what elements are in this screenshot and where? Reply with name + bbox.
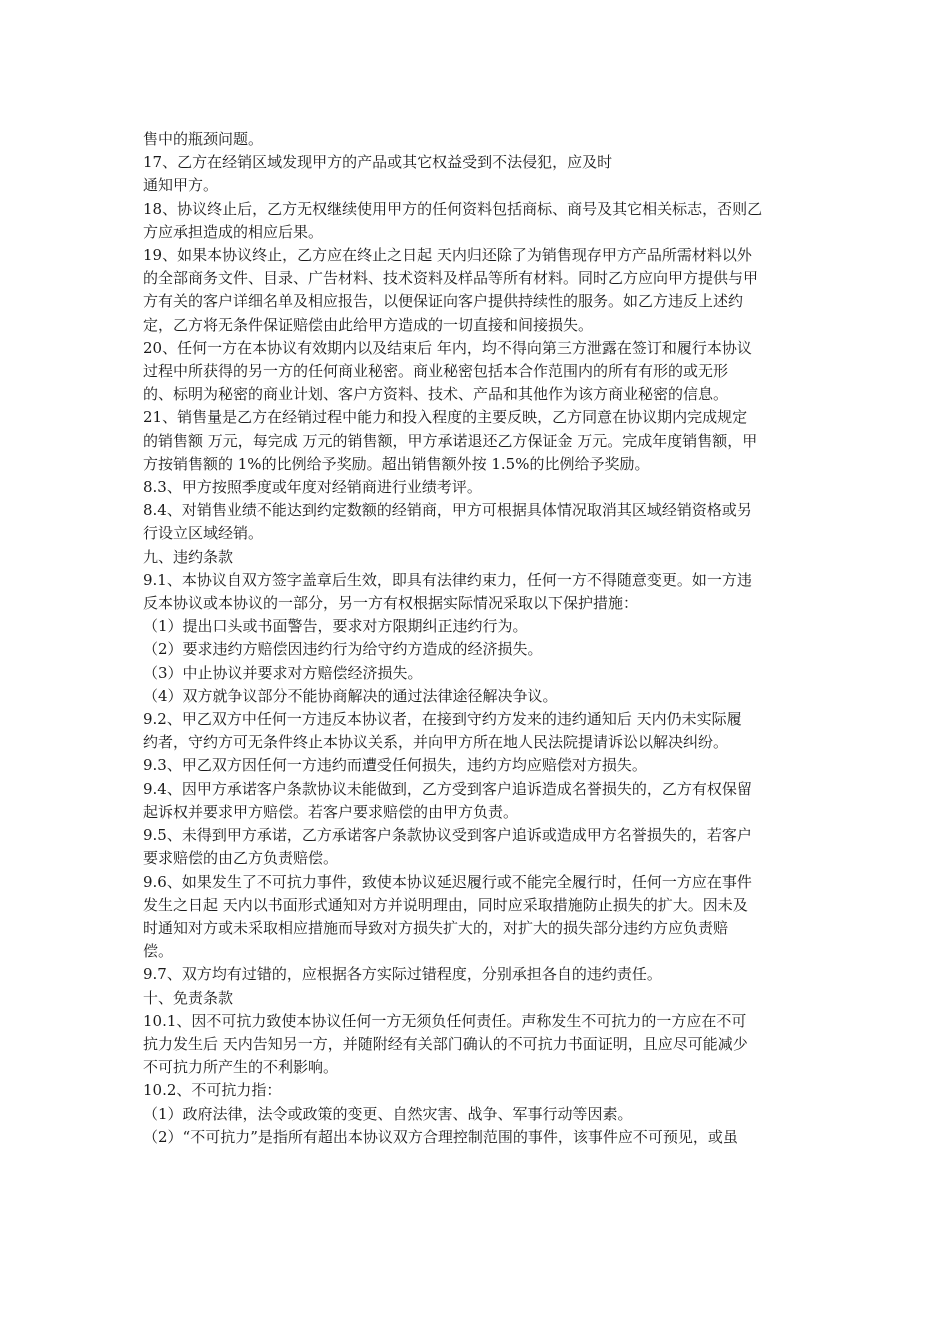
- section-heading-10: [143, 987, 809, 1010]
- list-item: （1）提出口头或书面警告，要求对方限期纠正违约行为。: [143, 617, 528, 636]
- text-line: 的全部商务文件、目录、广告材料、技术资料及样品等所有材料。同时乙方应向甲方提供与甲: [143, 269, 759, 288]
- paragraph-9-4: [143, 778, 809, 824]
- section-heading-9: [143, 546, 809, 569]
- text-line: 21、销售量是乙方在经销过程中能力和投入程度的主要反映，乙方同意在协议期内完成规定: [143, 408, 748, 427]
- paragraph-9-3: [143, 754, 809, 777]
- text-line: 18、协议终止后，乙方无权继续使用甲方的任何资料包括商标、商号及其它相关标志，否则乙: [143, 199, 763, 218]
- text-line: 要求赔偿的由乙方负责赔偿。: [143, 849, 339, 868]
- text-line: 反本协议或本协议的一部分，另一方有权根据实际情况采取以下保护措施：: [143, 594, 639, 613]
- text-line: 10.2、不可抗力指：: [143, 1081, 282, 1100]
- text-line: 方有关的客户详细名单及相应报告，以便保证向客户提供持续性的服务。如乙方违反上述约: [143, 292, 744, 311]
- text-line: 20、任何一方在本协议有效期内以及结束后 年内，均不得向第三方泄露在签订和履行本协议: [143, 338, 752, 357]
- paragraph-intro-tail: [143, 128, 809, 151]
- text-line: 9.4、因甲方承诺客户条款协议未能做到，乙方受到客户追诉造成名誉损失的，乙方有权保留: [143, 779, 752, 798]
- section-heading: 九、违约条款: [143, 547, 234, 566]
- paragraph-8-4: [143, 499, 809, 545]
- text-line: 9.7、双方均有过错的，应根据各方实际过错程度，分别承担各自的违约责任。: [143, 965, 662, 984]
- text-line: 9.1、本协议自双方签字盖章后生效，即具有法律约束力，任何一方不得随意变更。如一方违: [143, 570, 752, 589]
- text-line: 9.3、甲乙双方因任何一方违约而遭受任何损失，违约方均应赔偿对方损失。: [143, 756, 647, 775]
- paragraph-9-2: [143, 708, 809, 754]
- paragraph-8-3: [143, 476, 809, 499]
- text-line: 10.1、因不可抗力致使本协议任何一方无须负任何责任。声称发生不可抗力的一方应在不可: [143, 1011, 747, 1030]
- section-heading: 十、免责条款: [143, 988, 234, 1007]
- list-item: （2）要求违约方赔偿因违约行为给守约方造成的经济损失。: [143, 640, 543, 659]
- text-line: 通知甲方。: [143, 176, 219, 195]
- paragraph-10-1: [143, 1010, 809, 1080]
- text-line: 时通知对方或未采取相应措施而导致对方损失扩大的，对扩大的损失部分违约方应负责赔: [143, 918, 729, 937]
- list-item: （1）政府法律，法令或政策的变更、自然灾害、战争、军事行动等因素。: [143, 1104, 633, 1123]
- paragraph-9-5: [143, 824, 809, 870]
- list-item: （3）中止协议并要求对方赔偿经济损失。: [143, 663, 423, 682]
- list-item-9-1-1: [143, 615, 809, 638]
- list-item: （4）双方就争议部分不能协商解决的通过法律途径解决争议。: [143, 686, 558, 705]
- text-line: 的销售额 万元，每完成 万元的销售额，甲方承诺退还乙方保证金 万元。完成年度销售额，甲: [143, 431, 758, 450]
- list-item-9-1-2: [143, 638, 809, 661]
- text-line: 发生之日起 天内以书面形式通知对方并说明理由，同时应采取措施防止损失的扩大。因未及: [143, 895, 748, 914]
- text-line: 起诉权并要求甲方赔偿。若客户要求赔偿的由甲方负责。: [143, 802, 519, 821]
- paragraph-9-1: [143, 569, 809, 615]
- paragraph-21: [143, 406, 809, 476]
- paragraph-19: [143, 244, 809, 337]
- document-page: [143, 128, 809, 1149]
- text-line: 9.6、如果发生了不可抗力事件，致使本协议延迟履行或不能完全履行时，任何一方应在事件: [143, 872, 752, 891]
- paragraph-9-6: [143, 871, 809, 964]
- text-line: 偿。: [143, 942, 174, 961]
- text-line: 8.3、甲方按照季度或年度对经销商进行业绩考评。: [143, 478, 482, 497]
- list-item-10-2-2: [143, 1126, 809, 1149]
- text-line: 过程中所获得的另一方的任何商业秘密。商业秘密包括本合作范围内的所有有形的或无形: [143, 362, 729, 381]
- text-line: 9.2、甲乙双方中任何一方违反本协议者，在接到守约方发来的违约通知后 天内仍未实际履: [143, 710, 742, 729]
- text-line: 行设立区域经销。: [143, 524, 264, 543]
- text-line: 方应承担造成的相应后果。: [143, 222, 324, 241]
- text-line: 不可抗力所产生的不利影响。: [143, 1058, 339, 1077]
- text-line: 19、如果本协议终止，乙方应在终止之日起 天内归还除了为销售现存甲方产品所需材料以外: [143, 246, 752, 265]
- text-line: 17、乙方在经销区域发现甲方的产品或其它权益受到不法侵犯，应及时: [143, 153, 613, 172]
- text-line: 的、标明为秘密的商业计划、客户方资料、技术、产品和其他作为该方商业秘密的信息。: [143, 385, 729, 404]
- text-line: 9.5、未得到甲方承诺，乙方承诺客户条款协议受到客户追诉或造成甲方名誉损失的，若客户: [143, 826, 752, 845]
- paragraph-10-2: [143, 1079, 809, 1102]
- text-line: 售中的瓶颈问题。: [143, 130, 264, 148]
- text-line: 定，乙方将无条件保证赔偿由此给甲方造成的一切直接和间接损失。: [143, 315, 594, 334]
- text-line: 抗力发生后 天内告知另一方，并随附经有关部门确认的不可抗力书面证明，且应尽可能减少: [143, 1034, 748, 1053]
- list-item-9-1-4: [143, 685, 809, 708]
- paragraph-9-7: [143, 963, 809, 986]
- list-item: （2）“不可抗力”是指所有超出本协议双方合理控制范围的事件，该事件应不可预见，或虽: [143, 1127, 738, 1146]
- paragraph-18: [143, 198, 809, 244]
- text-line: 约者，守约方可无条件终止本协议关系，并向甲方所在地人民法院提请诉讼以解决纠纷。: [143, 733, 729, 752]
- list-item-10-2-1: [143, 1103, 809, 1126]
- list-item-9-1-3: [143, 662, 809, 685]
- paragraph-17: [143, 151, 809, 197]
- text-line: 方按销售额的 1%的比例给予奖励。超出销售额外按 1.5%的比例给予奖励。: [143, 454, 650, 473]
- text-line: 8.4、对销售业绩不能达到约定数额的经销商，甲方可根据具体情况取消其区域经销资格或另: [143, 501, 752, 520]
- paragraph-20: [143, 337, 809, 407]
